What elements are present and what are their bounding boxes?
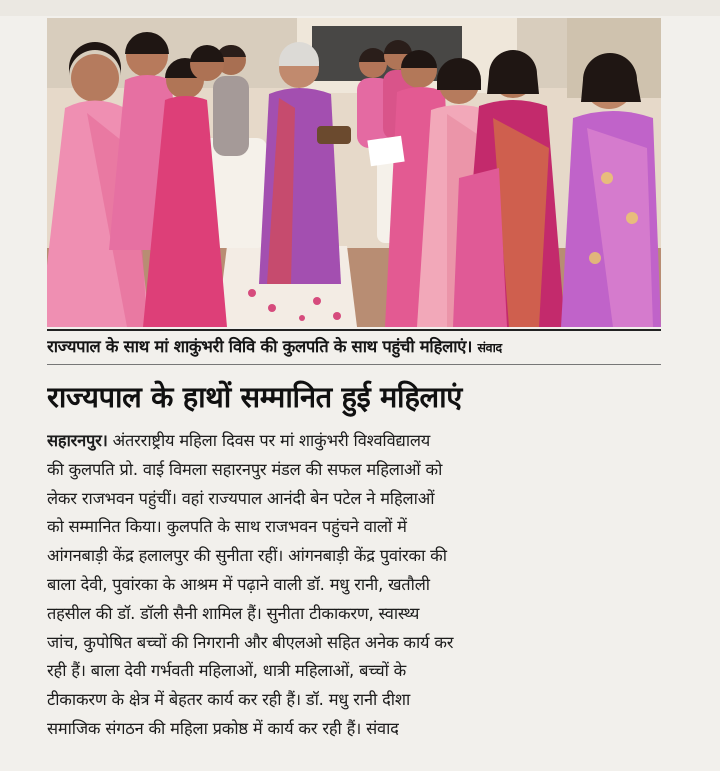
group-photo — [47, 18, 661, 327]
photo-caption — [47, 332, 661, 362]
article-line-text: अंतरराष्ट्रीय महिला दिवस पर मां शाकुंभरी विश्वविद्यालय — [107, 431, 431, 450]
article-line: टीकाकरण के क्षेत्र में बेहतर कार्य कर रही हैं। डॉ. मधु रानी दीशा — [47, 690, 411, 710]
article-line: की कुलपति प्रो. वाई विमला सहारनपुर मंडल की सफल महिलाओं को — [47, 459, 443, 479]
article-line: लेकर राजभवन पहुंचीं। वहां राज्यपाल आनंदी बेन पटेल ने महिलाओं — [47, 488, 435, 508]
caption-bottom-rule — [47, 364, 661, 365]
article-line — [47, 427, 661, 456]
article-line: तहसील की डॉ. डॉली सैनी शामिल हैं। सुनीता टीकाकरण, स्वास्थ्य — [47, 603, 420, 623]
dateline: सहारनपुर। — [47, 431, 108, 450]
article-line: को सम्मानित किया। कुलपति के साथ राजभवन पहुंचने वालों में — [47, 517, 407, 537]
article-line: रही हैं। बाला देवी गर्भवती महिलाओं, धात्री महिलाओं, बच्चों के — [47, 661, 407, 681]
caption-credit: संवाद — [477, 340, 502, 355]
article-line: आंगनबाड़ी केंद्र हलालपुर की सुनीता रहीं। आंगनबाड़ी केंद्र पुवांरका की — [47, 546, 447, 566]
top-edge — [0, 0, 720, 16]
caption-top-rule — [47, 329, 661, 331]
group-photo-image — [47, 18, 661, 327]
article-body — [47, 427, 661, 744]
article-line: जांच, कुपोषित बच्चों की निगरानी और बीएलओ सहित अनेक कार्य कर — [47, 632, 454, 652]
caption-text: राज्यपाल के साथ मां शाकुंभरी विवि की कुलपति के साथ पहुंची महिलाएं। — [47, 337, 473, 356]
article-line: बाला देवी, पुवांरका के आश्रम में पढ़ाने वाली डॉ. मधु रानी, खतौली — [47, 574, 430, 594]
headline: राज्यपाल के हाथों सम्मानित हुई महिलाएं — [47, 380, 462, 414]
article-line: समाजिक संगठन की महिला प्रकोष्ठ में कार्य कर रही हैं। संवाद — [47, 718, 399, 738]
